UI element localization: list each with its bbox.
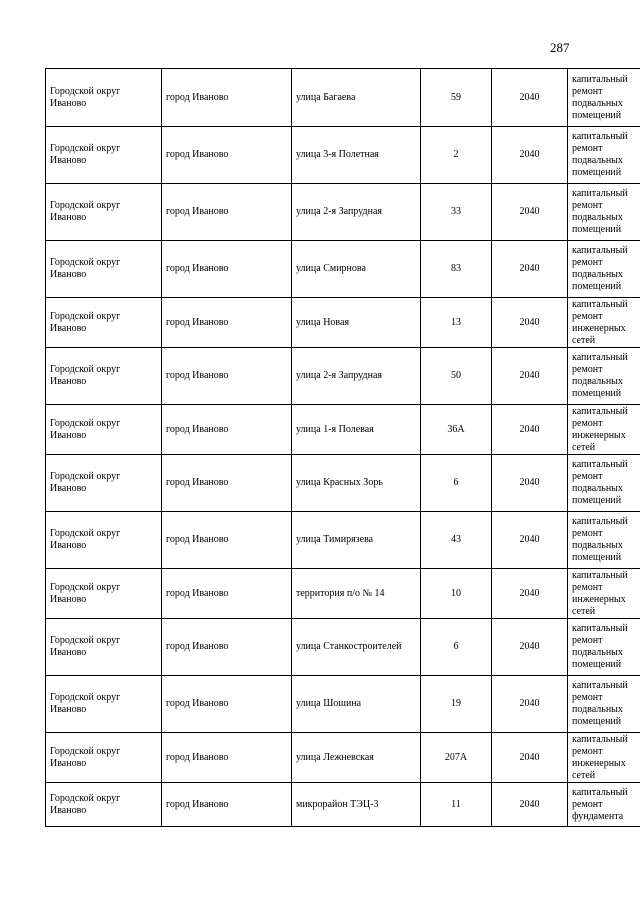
table-row: [46, 241, 640, 298]
cell-work-type: капитальный ремонт подвальных помещений: [568, 127, 640, 184]
cell-street: улица 1-я Полевая: [292, 405, 421, 455]
cell-street: улица 3-я Полетная: [292, 127, 421, 184]
cell-house-number: 10: [421, 569, 492, 619]
cell-street: улица Лежневская: [292, 733, 421, 783]
cell-street: улица Новая: [292, 298, 421, 348]
cell-year: 2040: [492, 184, 568, 241]
cell-street: улица 2-я Запрудная: [292, 184, 421, 241]
cell-street: улица Тимирязева: [292, 512, 421, 569]
cell-work-type: капитальный ремонт фундамента: [568, 783, 640, 827]
cell-work-type: капитальный ремонт подвальных помещений: [568, 241, 640, 298]
cell-house-number: 6: [421, 619, 492, 676]
cell-work-type: капитальный ремонт инженерных сетей: [568, 298, 640, 348]
cell-street: микрорайон ТЭЦ-3: [292, 783, 421, 827]
cell-year: 2040: [492, 69, 568, 127]
table-row: [46, 127, 640, 184]
cell-district: Городской округ Иваново: [46, 783, 162, 827]
cell-city: город Иваново: [162, 619, 292, 676]
cell-district: Городской округ Иваново: [46, 569, 162, 619]
table-row: [46, 619, 640, 676]
cell-district: Городской округ Иваново: [46, 348, 162, 405]
cell-city: город Иваново: [162, 455, 292, 512]
cell-district: Городской округ Иваново: [46, 184, 162, 241]
cell-work-type: капитальный ремонт подвальных помещений: [568, 512, 640, 569]
cell-year: 2040: [492, 619, 568, 676]
registry-table: [45, 68, 640, 827]
cell-work-type: капитальный ремонт подвальных помещений: [568, 184, 640, 241]
cell-district: Городской округ Иваново: [46, 127, 162, 184]
cell-year: 2040: [492, 298, 568, 348]
cell-house-number: 13: [421, 298, 492, 348]
cell-house-number: 19: [421, 676, 492, 733]
cell-house-number: 33: [421, 184, 492, 241]
cell-district: Городской округ Иваново: [46, 676, 162, 733]
table-row: [46, 569, 640, 619]
cell-city: город Иваново: [162, 783, 292, 827]
table-row: [46, 455, 640, 512]
table-row: [46, 512, 640, 569]
cell-street: улица Станкостроителей: [292, 619, 421, 676]
cell-district: Городской округ Иваново: [46, 455, 162, 512]
cell-street: улица Смирнова: [292, 241, 421, 298]
cell-house-number: 43: [421, 512, 492, 569]
cell-house-number: 36А: [421, 405, 492, 455]
cell-work-type: капитальный ремонт инженерных сетей: [568, 569, 640, 619]
cell-house-number: 83: [421, 241, 492, 298]
cell-district: Городской округ Иваново: [46, 405, 162, 455]
cell-district: Городской округ Иваново: [46, 512, 162, 569]
cell-district: Городской округ Иваново: [46, 298, 162, 348]
cell-year: 2040: [492, 569, 568, 619]
cell-work-type: капитальный ремонт подвальных помещений: [568, 69, 640, 127]
cell-house-number: 6: [421, 455, 492, 512]
cell-work-type: капитальный ремонт подвальных помещений: [568, 455, 640, 512]
cell-year: 2040: [492, 348, 568, 405]
cell-work-type: капитальный ремонт подвальных помещений: [568, 619, 640, 676]
cell-year: 2040: [492, 127, 568, 184]
table-body: [46, 69, 640, 827]
cell-year: 2040: [492, 405, 568, 455]
cell-house-number: 207А: [421, 733, 492, 783]
cell-work-type: капитальный ремонт инженерных сетей: [568, 405, 640, 455]
cell-city: город Иваново: [162, 512, 292, 569]
cell-year: 2040: [492, 676, 568, 733]
cell-work-type: капитальный ремонт подвальных помещений: [568, 348, 640, 405]
cell-city: город Иваново: [162, 733, 292, 783]
cell-city: город Иваново: [162, 676, 292, 733]
cell-city: город Иваново: [162, 405, 292, 455]
cell-city: город Иваново: [162, 241, 292, 298]
cell-street: улица Красных Зорь: [292, 455, 421, 512]
cell-work-type: капитальный ремонт подвальных помещений: [568, 676, 640, 733]
cell-house-number: 50: [421, 348, 492, 405]
table-row: [46, 298, 640, 348]
cell-house-number: 59: [421, 69, 492, 127]
cell-district: Городской округ Иваново: [46, 241, 162, 298]
table-row: [46, 69, 640, 127]
cell-work-type: капитальный ремонт инженерных сетей: [568, 733, 640, 783]
cell-year: 2040: [492, 783, 568, 827]
cell-year: 2040: [492, 241, 568, 298]
cell-city: город Иваново: [162, 298, 292, 348]
cell-house-number: 2: [421, 127, 492, 184]
cell-year: 2040: [492, 512, 568, 569]
cell-street: улица 2-я Запрудная: [292, 348, 421, 405]
cell-city: город Иваново: [162, 69, 292, 127]
table-row: [46, 676, 640, 733]
table-row: [46, 348, 640, 405]
cell-district: Городской округ Иваново: [46, 733, 162, 783]
cell-district: Городской округ Иваново: [46, 69, 162, 127]
cell-house-number: 11: [421, 783, 492, 827]
cell-year: 2040: [492, 733, 568, 783]
table-row: [46, 184, 640, 241]
cell-district: Городской округ Иваново: [46, 619, 162, 676]
cell-city: город Иваново: [162, 127, 292, 184]
cell-street: улица Шошина: [292, 676, 421, 733]
cell-city: город Иваново: [162, 184, 292, 241]
table-row: [46, 405, 640, 455]
cell-street: территория п/о № 14: [292, 569, 421, 619]
cell-city: город Иваново: [162, 569, 292, 619]
table-row: [46, 733, 640, 783]
cell-street: улица Багаева: [292, 69, 421, 127]
table-row: [46, 783, 640, 827]
page-number: 287: [550, 40, 570, 55]
cell-year: 2040: [492, 455, 568, 512]
cell-city: город Иваново: [162, 348, 292, 405]
